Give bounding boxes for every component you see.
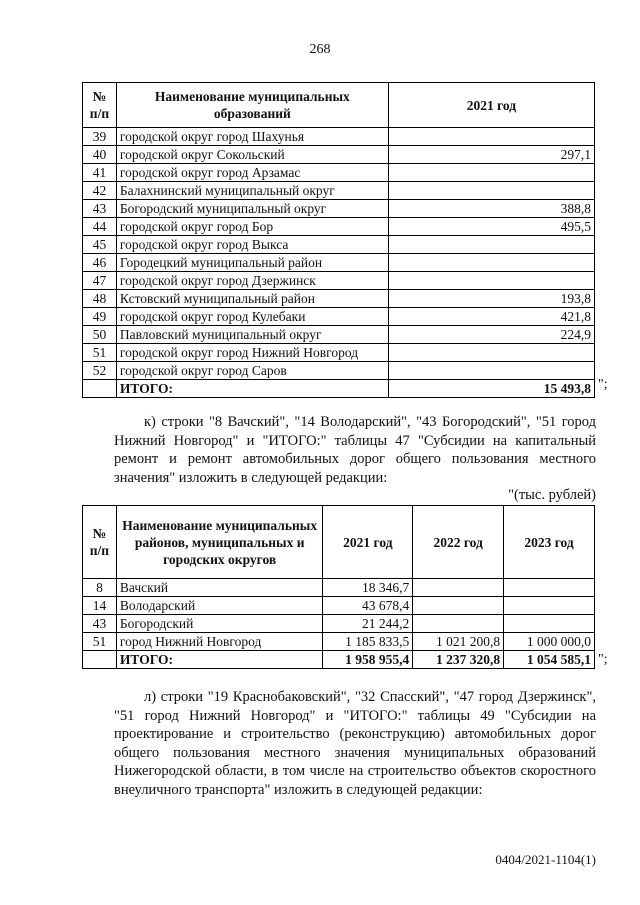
total-2021: 1 958 955,4 <box>323 651 413 669</box>
page-number: 268 <box>309 42 331 57</box>
table-46-closing-quote: "; <box>598 377 608 392</box>
value-2021: 21 244,2 <box>323 615 413 633</box>
row-number: 43 <box>83 200 117 218</box>
table-row <box>83 326 595 344</box>
table-row <box>83 597 595 615</box>
table-46 <box>82 82 595 398</box>
municipality-name: городской округ город Нижний Новгород <box>116 344 388 362</box>
row-number: 48 <box>83 290 117 308</box>
value-2021 <box>388 272 594 290</box>
total-empty <box>83 380 117 398</box>
table-row <box>83 579 595 597</box>
unit-note: "(тыс. рублей) <box>508 487 596 503</box>
header-2021: 2021 год <box>323 506 413 579</box>
footer-code: 0404/2021-1104(1) <box>495 852 596 867</box>
total-row <box>83 651 595 669</box>
value-2021 <box>388 344 594 362</box>
row-number: 49 <box>83 308 117 326</box>
table-47-closing-quote: "; <box>598 652 608 667</box>
total-row <box>83 380 595 398</box>
row-number: 8 <box>83 579 117 597</box>
table-row <box>83 615 595 633</box>
table-row <box>83 308 595 326</box>
value-2021: 495,5 <box>388 218 594 236</box>
value-2023 <box>504 579 595 597</box>
municipality-name: Павловский муниципальный округ <box>116 326 388 344</box>
row-number: 52 <box>83 362 117 380</box>
table-row <box>83 182 595 200</box>
municipality-name: городской округ город Шахунья <box>116 128 388 146</box>
row-number: 51 <box>83 633 117 651</box>
table-row <box>83 362 595 380</box>
row-number: 42 <box>83 182 117 200</box>
value-2021 <box>388 128 594 146</box>
total-2022: 1 237 320,8 <box>413 651 504 669</box>
header-name: Наименование муниципальных районов, муниципальных и городских округов <box>116 506 323 579</box>
header-2022: 2022 год <box>413 506 504 579</box>
value-2021: 224,9 <box>388 326 594 344</box>
municipality-name: Богородский <box>116 615 323 633</box>
total-2021: 15 493,8 <box>388 380 594 398</box>
municipality-name: городской округ город Дзержинск <box>116 272 388 290</box>
paragraph-k <box>114 413 596 487</box>
value-2021 <box>388 182 594 200</box>
table-row <box>83 236 595 254</box>
total-label: ИТОГО: <box>116 651 323 669</box>
value-2022: 1 021 200,8 <box>413 633 504 651</box>
header-name: Наименование муниципальных образований <box>116 83 388 128</box>
table-row <box>83 164 595 182</box>
paragraph-l <box>114 688 596 799</box>
row-number: 50 <box>83 326 117 344</box>
row-number: 14 <box>83 597 117 615</box>
table-row <box>83 200 595 218</box>
value-2021: 297,1 <box>388 146 594 164</box>
value-2021 <box>388 164 594 182</box>
municipality-name: городской округ город Арзамас <box>116 164 388 182</box>
row-number: 45 <box>83 236 117 254</box>
table-row <box>83 128 595 146</box>
value-2021: 193,8 <box>388 290 594 308</box>
header-num: № п/п <box>83 506 117 579</box>
header-2023: 2023 год <box>504 506 595 579</box>
total-label: ИТОГО: <box>116 380 388 398</box>
municipality-name: городской округ город Саров <box>116 362 388 380</box>
table-row <box>83 218 595 236</box>
value-2021 <box>388 254 594 272</box>
municipality-name: Балахнинский муниципальный округ <box>116 182 388 200</box>
value-2023: 1 000 000,0 <box>504 633 595 651</box>
total-2023: 1 054 585,1 <box>504 651 595 669</box>
row-number: 39 <box>83 128 117 146</box>
value-2021: 421,8 <box>388 308 594 326</box>
paragraph-l-text: л) строки "19 Краснобаковский", "32 Спасский", "47 город Дзержинск", "51 город Нижний Новгород" и "ИТОГО:" таблицы 49 "Субсидии на проектирование и строительство (реконструкцию) автомобильных дорог общего пользования местного значения муниципальных образований Нижегородской области, в том числе на строительство объектов скоростного внеуличного транспорта" изложить в следующей редакции: <box>114 689 596 798</box>
value-2021 <box>388 362 594 380</box>
row-number: 46 <box>83 254 117 272</box>
municipality-name: городской округ город Выкса <box>116 236 388 254</box>
row-number: 44 <box>83 218 117 236</box>
municipality-name: Городецкий муниципальный район <box>116 254 388 272</box>
table-row <box>83 272 595 290</box>
value-2022 <box>413 597 504 615</box>
municipality-name: городской округ Сокольский <box>116 146 388 164</box>
row-number: 51 <box>83 344 117 362</box>
row-number: 43 <box>83 615 117 633</box>
municipality-name: город Нижний Новгород <box>116 633 323 651</box>
value-2022 <box>413 579 504 597</box>
value-2021: 18 346,7 <box>323 579 413 597</box>
header-num: № п/п <box>83 83 117 128</box>
value-2021: 43 678,4 <box>323 597 413 615</box>
municipality-name: Вачский <box>116 579 323 597</box>
table-47 <box>82 505 595 669</box>
paragraph-k-text: к) строки "8 Вачский", "14 Володарский", "43 Богородский", "51 город Нижний Новгород" и "ИТОГО:" таблицы 47 "Субсидии на капитальный ремонт и ремонт автомобильных дорог общего пользования местного значения" изложить в следующей редакции: <box>114 414 596 486</box>
value-2023 <box>504 615 595 633</box>
municipality-name: Богородский муниципальный округ <box>116 200 388 218</box>
value-2023 <box>504 597 595 615</box>
table-row <box>83 254 595 272</box>
row-number: 40 <box>83 146 117 164</box>
municipality-name: Володарский <box>116 597 323 615</box>
row-number: 41 <box>83 164 117 182</box>
row-number: 47 <box>83 272 117 290</box>
municipality-name: Кстовский муниципальный район <box>116 290 388 308</box>
total-empty <box>83 651 117 669</box>
table-row <box>83 146 595 164</box>
table-row <box>83 633 595 651</box>
value-2021: 388,8 <box>388 200 594 218</box>
municipality-name: городской округ город Кулебаки <box>116 308 388 326</box>
value-2021 <box>388 236 594 254</box>
table-row <box>83 290 595 308</box>
value-2021: 1 185 833,5 <box>323 633 413 651</box>
table-row <box>83 344 595 362</box>
header-2021: 2021 год <box>388 83 594 128</box>
municipality-name: городской округ город Бор <box>116 218 388 236</box>
value-2022 <box>413 615 504 633</box>
